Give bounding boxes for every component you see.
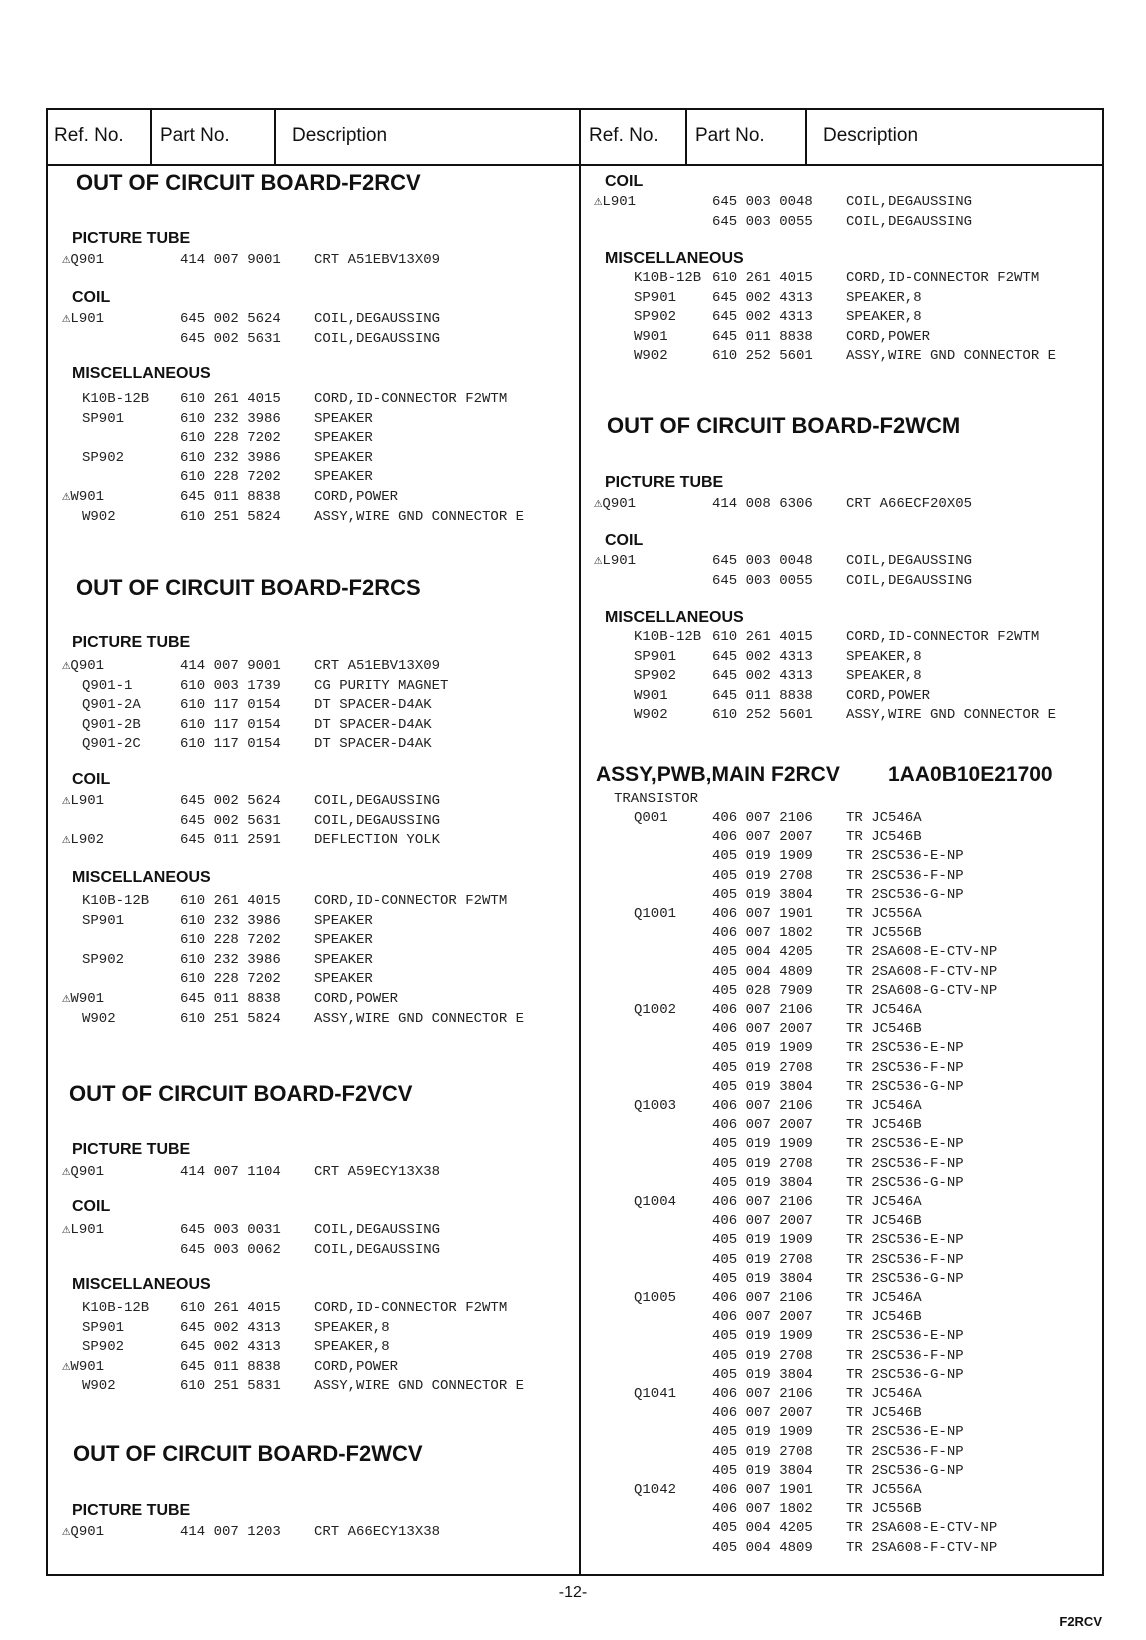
part-no: 414 007 9001: [180, 252, 281, 268]
section-title: MISCELLANEOUS: [72, 1276, 211, 1293]
description: TR 2SC536-F-NP: [846, 1347, 964, 1364]
part-no: 610 228 7202: [180, 932, 281, 949]
part-no: 406 007 2007: [712, 1117, 813, 1134]
part-no: 610 251 5824: [180, 1010, 281, 1027]
description: COIL,DEGAUSSING: [846, 194, 973, 210]
description: TR JC546A: [846, 1194, 922, 1210]
part-no: 610 261 4015: [180, 893, 281, 909]
part-no: 645 002 5624: [180, 311, 281, 327]
part-no: 405 019 1909: [712, 1040, 813, 1057]
description: TR 2SA608-F-CTV-NP: [846, 963, 998, 980]
section-title: MISCELLANEOUS: [605, 609, 744, 626]
description: TR JC546B: [846, 1117, 922, 1134]
description: TR 2SC536-E-NP: [846, 1232, 964, 1249]
description: CORD,ID-CONNECTOR F2WTM: [314, 1300, 508, 1316]
part-no: 405 004 4809: [712, 963, 813, 980]
description: SPEAKER: [314, 469, 373, 486]
description: COIL,DEGAUSSING: [314, 1241, 441, 1258]
part-no: 406 007 2106: [712, 1386, 813, 1402]
part-no: 405 019 2708: [712, 1443, 813, 1460]
description: TR JC546B: [846, 829, 922, 846]
part-no: 645 002 4313: [712, 648, 813, 665]
description: COIL,DEGAUSSING: [846, 553, 973, 569]
description: TR JC546B: [846, 1309, 922, 1326]
description: SPEAKER: [314, 951, 373, 968]
description: TR 2SC536-E-NP: [846, 1040, 964, 1057]
part-no: 610 251 5824: [180, 508, 281, 525]
part-no: 406 007 1802: [712, 1501, 813, 1518]
ref-no: ⚠L901: [594, 194, 637, 210]
description: DT SPACER-D4AK: [314, 697, 432, 714]
description: TR 2SC536-G-NP: [846, 1174, 964, 1191]
board-title: OUT OF CIRCUIT BOARD-F2VCV: [69, 1081, 413, 1106]
part-no: 406 007 1901: [712, 1482, 813, 1498]
ref-no: SP902: [634, 309, 677, 326]
ref-no: Q1001: [634, 906, 677, 922]
description: TR JC546A: [846, 810, 922, 826]
description: TR JC546B: [846, 1021, 922, 1038]
description: TR JC556B: [846, 925, 922, 942]
part-no: 405 019 1909: [712, 1232, 813, 1249]
part-no: 645 003 0048: [712, 553, 813, 569]
ref-no: K10B-12B: [634, 270, 702, 286]
part-no: 405 019 1909: [712, 1328, 813, 1345]
description: CORD,ID-CONNECTOR F2WTM: [314, 893, 508, 909]
part-no: 645 002 4313: [712, 289, 813, 306]
description: TR JC556A: [846, 906, 922, 922]
board-title: OUT OF CIRCUIT BOARD-F2WCV: [73, 1441, 423, 1466]
part-no: 406 007 1901: [712, 906, 813, 922]
header-part: Part No.: [152, 108, 276, 164]
board-title: OUT OF CIRCUIT BOARD-F2WCM: [607, 413, 961, 438]
section-title: COIL: [605, 173, 644, 190]
part-no: 610 261 4015: [180, 391, 281, 407]
description: TR 2SC536-E-NP: [846, 1328, 964, 1345]
ref-no: ⚠Q901: [62, 1524, 105, 1540]
part-no: 645 011 8838: [180, 1358, 281, 1375]
part-no: 405 019 2708: [712, 1347, 813, 1364]
description: CORD,ID-CONNECTOR F2WTM: [846, 629, 1040, 645]
ref-no: Q001: [634, 810, 668, 826]
ref-no: Q1004: [634, 1194, 677, 1210]
description: COIL,DEGAUSSING: [314, 812, 441, 829]
right-header: [581, 108, 1104, 166]
description: TR JC556A: [846, 1482, 922, 1498]
description: COIL,DEGAUSSING: [314, 311, 441, 327]
description: COIL,DEGAUSSING: [314, 793, 441, 809]
part-no: 610 228 7202: [180, 430, 281, 447]
part-no: 406 007 2106: [712, 1002, 813, 1018]
part-no: 610 261 4015: [180, 1300, 281, 1316]
part-no: 645 003 0062: [180, 1241, 281, 1258]
description: CRT A51EBV13X09: [314, 658, 441, 674]
description: TR JC546B: [846, 1405, 922, 1422]
description: CORD,ID-CONNECTOR F2WTM: [314, 391, 508, 407]
ref-no: W901: [634, 328, 668, 345]
ref-no: W902: [634, 707, 668, 724]
section-title: PICTURE TUBE: [72, 1502, 191, 1519]
part-no: 610 251 5831: [180, 1378, 281, 1395]
description: TR 2SC536-G-NP: [846, 1270, 964, 1287]
part-no: 645 003 0031: [180, 1222, 281, 1238]
description: SPEAKER: [314, 449, 373, 466]
part-no: 414 007 9001: [180, 658, 281, 674]
part-no: 645 002 4313: [180, 1339, 281, 1356]
section-title: PICTURE TUBE: [72, 230, 191, 247]
description: TR 2SC536-G-NP: [846, 1078, 964, 1095]
part-no: 406 007 1802: [712, 925, 813, 942]
part-no: 610 232 3986: [180, 410, 281, 427]
part-no: 405 019 2708: [712, 1059, 813, 1076]
part-no: 405 019 3804: [712, 1078, 813, 1095]
description: DEFLECTION YOLK: [314, 832, 441, 849]
description: COIL,DEGAUSSING: [846, 213, 973, 230]
description: SPEAKER,8: [314, 1339, 390, 1356]
description: TR 2SA608-E-CTV-NP: [846, 1520, 998, 1537]
ref-no: K10B-12B: [82, 893, 150, 909]
description: ASSY,WIRE GND CONNECTOR E: [314, 1378, 525, 1395]
part-no: 610 228 7202: [180, 971, 281, 988]
section-title: PICTURE TUBE: [72, 634, 191, 651]
ref-no: ⚠W901: [62, 991, 105, 1007]
description: CORD,POWER: [314, 489, 399, 505]
description: SPEAKER,8: [846, 309, 922, 326]
description: CRT A66ECF20X05: [846, 496, 973, 512]
description: TR JC546B: [846, 1213, 922, 1230]
ref-no: SP901: [634, 289, 677, 306]
page-number: -12-: [558, 1584, 588, 1601]
ref-no: SP902: [82, 951, 125, 968]
left-header: [46, 108, 581, 166]
board-title: OUT OF CIRCUIT BOARD-F2RCS: [76, 575, 421, 600]
header-desc: Description: [823, 125, 919, 146]
part-no: 610 117 0154: [180, 736, 281, 753]
section-title: COIL: [72, 289, 111, 306]
part-no: 405 019 2708: [712, 1155, 813, 1172]
part-no: 406 007 2007: [712, 829, 813, 846]
description: TR 2SC536-F-NP: [846, 1059, 964, 1076]
part-no: 405 004 4809: [712, 1539, 813, 1556]
model-code: F2RCV: [1059, 1614, 1102, 1629]
description: TR 2SA608-E-CTV-NP: [846, 944, 998, 961]
description: DT SPACER-D4AK: [314, 736, 432, 753]
ref-no: ⚠W901: [62, 489, 105, 505]
ref-no: Q1042: [634, 1482, 677, 1498]
part-no: 610 232 3986: [180, 912, 281, 929]
part-no: 610 252 5601: [712, 707, 813, 724]
header-ref: Ref. No.: [46, 108, 152, 164]
description: TR JC556B: [846, 1501, 922, 1518]
ref-no: ⚠L901: [62, 793, 105, 809]
description: SPEAKER: [314, 410, 373, 427]
part-no: 405 004 4205: [712, 1520, 813, 1537]
ref-no: K10B-12B: [82, 391, 150, 407]
part-no: 414 007 1203: [180, 1524, 281, 1540]
description: ASSY,WIRE GND CONNECTOR E: [314, 508, 525, 525]
ref-no: K10B-12B: [634, 629, 702, 645]
ref-no: ⚠L901: [62, 1222, 105, 1238]
description: CORD,POWER: [314, 991, 399, 1007]
part-no: 645 003 0048: [712, 194, 813, 210]
ref-no: ⚠Q901: [594, 496, 637, 512]
ref-no: SP902: [82, 1339, 125, 1356]
ref-no: SP902: [634, 668, 677, 685]
description: CORD,POWER: [314, 1358, 399, 1375]
column-divider: [579, 108, 581, 1576]
ref-no: Q901-2C: [82, 736, 141, 753]
ref-no: SP901: [82, 1319, 125, 1336]
description: SPEAKER: [314, 971, 373, 988]
part-no: 405 004 4205: [712, 944, 813, 961]
part-no: 610 261 4015: [712, 270, 813, 286]
board-title: OUT OF CIRCUIT BOARD-F2RCV: [76, 170, 421, 195]
part-no: 405 028 7909: [712, 982, 813, 999]
section-title: COIL: [72, 1198, 111, 1215]
description: CORD,POWER: [846, 328, 931, 345]
board-code: 1AA0B10E21700: [888, 763, 1053, 786]
part-no: 645 011 2591: [180, 832, 281, 849]
description: SPEAKER: [314, 912, 373, 929]
section-title: PICTURE TUBE: [605, 474, 724, 491]
description: TR 2SC536-G-NP: [846, 886, 964, 903]
part-no: 405 019 1909: [712, 1424, 813, 1441]
part-no: 406 007 2007: [712, 1405, 813, 1422]
part-no: 645 003 0055: [712, 213, 813, 230]
part-no: 406 007 2106: [712, 1290, 813, 1306]
ref-no: W902: [82, 1378, 116, 1395]
description: ASSY,WIRE GND CONNECTOR E: [846, 348, 1057, 365]
part-no: 405 019 3804: [712, 1270, 813, 1287]
part-no: 405 019 2708: [712, 1251, 813, 1268]
section-title: COIL: [72, 771, 111, 788]
description: SPEAKER,8: [846, 648, 922, 665]
ref-no: ⚠L901: [594, 553, 637, 569]
part-no: 645 002 5631: [180, 812, 281, 829]
description: CG PURITY MAGNET: [314, 677, 449, 694]
part-no: 610 117 0154: [180, 716, 281, 733]
part-no: 645 002 4313: [712, 309, 813, 326]
ref-no: Q1003: [634, 1098, 677, 1114]
part-no: 406 007 2106: [712, 1194, 813, 1210]
section-title: MISCELLANEOUS: [72, 869, 211, 886]
description: TR 2SC536-G-NP: [846, 1462, 964, 1479]
part-no: 405 019 1909: [712, 848, 813, 865]
description: TR JC546A: [846, 1290, 922, 1306]
header-ref: Ref. No.: [581, 108, 687, 164]
part-no: 405 019 3804: [712, 1174, 813, 1191]
description: SPEAKER: [314, 430, 373, 447]
description: TR JC546A: [846, 1002, 922, 1018]
ref-no: Q1041: [634, 1386, 677, 1402]
description: CRT A66ECY13X38: [314, 1524, 441, 1540]
part-no: 610 232 3986: [180, 449, 281, 466]
description: ASSY,WIRE GND CONNECTOR E: [846, 707, 1057, 724]
description: TR 2SC536-E-NP: [846, 848, 964, 865]
part-no: 645 002 5631: [180, 330, 281, 347]
part-no: 645 011 8838: [180, 489, 281, 505]
ref-no: W901: [634, 687, 668, 704]
part-no: 645 011 8838: [712, 687, 813, 704]
ref-no: Q901-2B: [82, 716, 141, 733]
ref-no: W902: [82, 508, 116, 525]
description: TR 2SC536-E-NP: [846, 1136, 964, 1153]
description: DT SPACER-D4AK: [314, 716, 432, 733]
description: SPEAKER,8: [846, 289, 922, 306]
description: COIL,DEGAUSSING: [314, 1222, 441, 1238]
description: COIL,DEGAUSSING: [314, 330, 441, 347]
part-no: 645 002 4313: [180, 1319, 281, 1336]
description: COIL,DEGAUSSING: [846, 572, 973, 589]
part-no: 405 019 3804: [712, 886, 813, 903]
part-no: 610 003 1739: [180, 677, 281, 694]
ref-no: Q901-2A: [82, 697, 141, 714]
part-no: 405 019 2708: [712, 867, 813, 884]
part-no: 405 019 1909: [712, 1136, 813, 1153]
part-no: 645 002 5624: [180, 793, 281, 809]
part-no: 406 007 2007: [712, 1213, 813, 1230]
ref-no: SP902: [82, 449, 125, 466]
ref-no: K10B-12B: [82, 1300, 150, 1316]
description: TR 2SC536-F-NP: [846, 1251, 964, 1268]
description: TR 2SA608-G-CTV-NP: [846, 982, 998, 999]
ref-no: ⚠L901: [62, 311, 105, 327]
description: TR 2SC536-F-NP: [846, 867, 964, 884]
ref-no: Q1005: [634, 1290, 677, 1306]
ref-no: SP901: [82, 912, 125, 929]
part-no: 405 019 3804: [712, 1366, 813, 1383]
section-title: MISCELLANEOUS: [605, 250, 744, 267]
description: TR JC546A: [846, 1386, 922, 1402]
sub-title: TRANSISTOR: [614, 791, 699, 807]
board-title: ASSY,PWB,MAIN F2RCV: [596, 763, 840, 786]
part-no: 645 011 8838: [712, 328, 813, 345]
part-no: 645 011 8838: [180, 991, 281, 1007]
description: TR 2SC536-F-NP: [846, 1443, 964, 1460]
section-title: PICTURE TUBE: [72, 1141, 191, 1158]
ref-no: ⚠Q901: [62, 658, 105, 674]
header-part: Part No.: [687, 108, 807, 164]
part-no: 414 007 1104: [180, 1164, 281, 1180]
part-no: 406 007 2007: [712, 1309, 813, 1326]
part-no: 610 228 7202: [180, 469, 281, 486]
description: CORD,ID-CONNECTOR F2WTM: [846, 270, 1040, 286]
part-no: 645 002 4313: [712, 668, 813, 685]
description: TR 2SA608-F-CTV-NP: [846, 1539, 998, 1556]
ref-no: ⚠W901: [62, 1358, 105, 1375]
part-no: 406 007 2007: [712, 1021, 813, 1038]
ref-no: SP901: [634, 648, 677, 665]
description: TR 2SC536-F-NP: [846, 1155, 964, 1172]
ref-no: Q1002: [634, 1002, 677, 1018]
part-no: 414 008 6306: [712, 496, 813, 512]
ref-no: ⚠L902: [62, 832, 105, 849]
part-no: 610 117 0154: [180, 697, 281, 714]
description: CORD,POWER: [846, 687, 931, 704]
part-no: 610 252 5601: [712, 348, 813, 365]
description: SPEAKER,8: [314, 1319, 390, 1336]
ref-no: SP901: [82, 410, 125, 427]
description: SPEAKER: [314, 932, 373, 949]
ref-no: W902: [82, 1010, 116, 1027]
description: CRT A51EBV13X09: [314, 252, 441, 268]
part-no: 406 007 2106: [712, 810, 813, 826]
description: ASSY,WIRE GND CONNECTOR E: [314, 1010, 525, 1027]
description: TR 2SC536-G-NP: [846, 1366, 964, 1383]
description: TR 2SC536-E-NP: [846, 1424, 964, 1441]
header-desc: Description: [292, 125, 388, 146]
ref-no: ⚠Q901: [62, 1164, 105, 1180]
ref-no: ⚠Q901: [62, 252, 105, 268]
part-no: 405 019 3804: [712, 1462, 813, 1479]
part-no: 610 232 3986: [180, 951, 281, 968]
description: SPEAKER,8: [846, 668, 922, 685]
description: TR JC546A: [846, 1098, 922, 1114]
description: CRT A59ECY13X38: [314, 1164, 441, 1180]
section-title: MISCELLANEOUS: [72, 365, 211, 382]
ref-no: W902: [634, 348, 668, 365]
section-title: COIL: [605, 532, 644, 549]
part-no: 610 261 4015: [712, 629, 813, 645]
part-no: 406 007 2106: [712, 1098, 813, 1114]
ref-no: Q901-1: [82, 677, 133, 694]
part-no: 645 003 0055: [712, 572, 813, 589]
